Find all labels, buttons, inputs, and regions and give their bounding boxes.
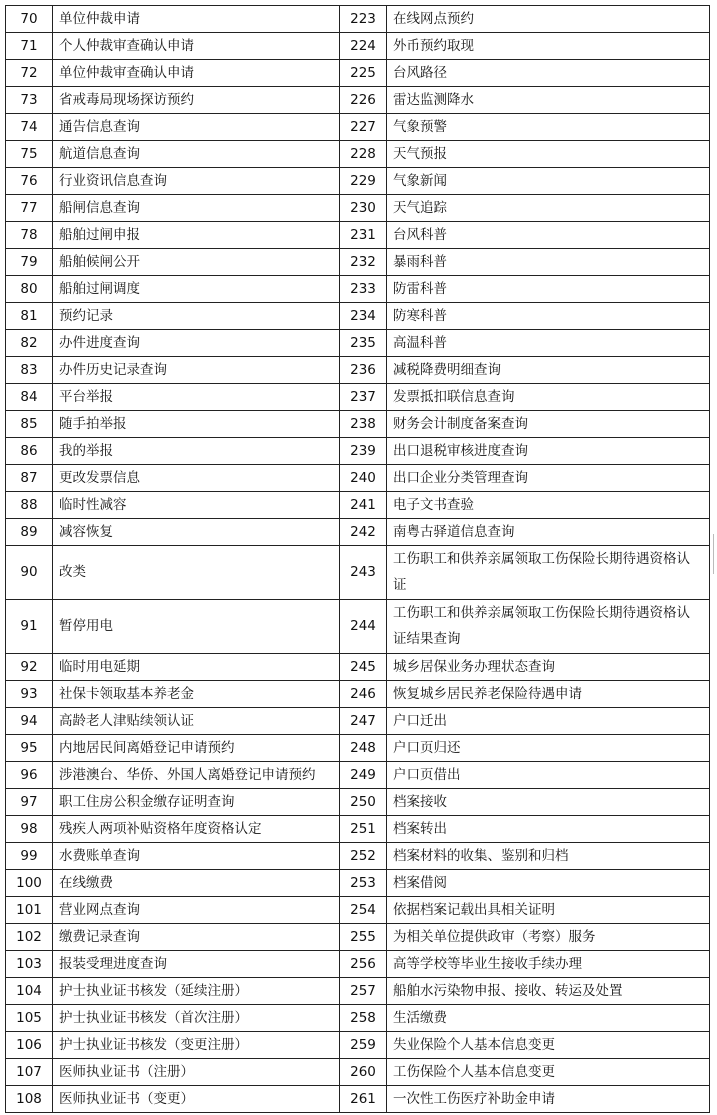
- service-name-left: 船闸信息查询: [53, 195, 340, 222]
- table-row: [6, 519, 710, 546]
- service-name-right: 户口迁出: [387, 707, 710, 734]
- table-row: [6, 222, 710, 249]
- row-number-right: 258: [340, 1004, 387, 1031]
- service-name-left: 办件进度查询: [53, 330, 340, 357]
- table-row: [6, 411, 710, 438]
- service-name-right: 生活缴费: [387, 1004, 710, 1031]
- row-number-right: 234: [340, 303, 387, 330]
- row-number-left: 70: [6, 6, 53, 33]
- service-name-right: 防寒科普: [387, 303, 710, 330]
- row-number-right: 259: [340, 1031, 387, 1058]
- table-row: [6, 60, 710, 87]
- row-number-right: 249: [340, 761, 387, 788]
- service-name-left: 减容恢复: [53, 519, 340, 546]
- service-name-right: 出口企业分类管理查询: [387, 465, 710, 492]
- service-name-right: 出口退税审核进度查询: [387, 438, 710, 465]
- service-name-left: 护士执业证书核发（变更注册）: [53, 1031, 340, 1058]
- service-name-right: 发票抵扣联信息查询: [387, 384, 710, 411]
- row-number-left: 94: [6, 707, 53, 734]
- service-name-right: 暴雨科普: [387, 249, 710, 276]
- row-number-left: 80: [6, 276, 53, 303]
- row-number-right: 253: [340, 869, 387, 896]
- row-number-right: 243: [340, 546, 387, 600]
- service-name-right: 台风科普: [387, 222, 710, 249]
- table-row: [6, 384, 710, 411]
- service-name-left: 职工住房公积金缴存证明查询: [53, 788, 340, 815]
- table-row: [6, 492, 710, 519]
- row-number-left: 100: [6, 869, 53, 896]
- row-number-right: 255: [340, 923, 387, 950]
- row-number-left: 95: [6, 734, 53, 761]
- table-row: [6, 114, 710, 141]
- row-number-right: 252: [340, 842, 387, 869]
- row-number-right: 248: [340, 734, 387, 761]
- service-name-right: 财务会计制度备案查询: [387, 411, 710, 438]
- table-row: [6, 303, 710, 330]
- row-number-right: 257: [340, 977, 387, 1004]
- row-number-left: 88: [6, 492, 53, 519]
- table-row: [6, 168, 710, 195]
- service-name-right: 依据档案记载出具相关证明: [387, 896, 710, 923]
- table-row: [6, 923, 710, 950]
- service-name-left: 平台举报: [53, 384, 340, 411]
- row-number-right: 250: [340, 788, 387, 815]
- service-name-right: 南粤古驿道信息查询: [387, 519, 710, 546]
- service-name-left: 暂停用电: [53, 599, 340, 653]
- service-name-left: 报装受理进度查询: [53, 950, 340, 977]
- row-number-left: 96: [6, 761, 53, 788]
- row-number-right: 237: [340, 384, 387, 411]
- service-name-left: 水费账单查询: [53, 842, 340, 869]
- service-name-right: 减税降费明细查询: [387, 357, 710, 384]
- service-name-right: 雷达监测降水: [387, 87, 710, 114]
- service-name-right: 档案接收: [387, 788, 710, 815]
- table-row: [6, 680, 710, 707]
- row-number-right: 251: [340, 815, 387, 842]
- table-row: [6, 815, 710, 842]
- service-name-right: 工伤保险个人基本信息变更: [387, 1058, 710, 1085]
- service-name-left: 船舶候闸公开: [53, 249, 340, 276]
- service-name-left: 缴费记录查询: [53, 923, 340, 950]
- service-name-right: 户口页归还: [387, 734, 710, 761]
- row-number-left: 78: [6, 222, 53, 249]
- row-number-left: 76: [6, 168, 53, 195]
- row-number-left: 92: [6, 653, 53, 680]
- row-number-left: 82: [6, 330, 53, 357]
- row-number-right: 226: [340, 87, 387, 114]
- service-name-left: 单位仲裁审查确认申请: [53, 60, 340, 87]
- row-number-left: 105: [6, 1004, 53, 1031]
- row-number-right: 256: [340, 950, 387, 977]
- service-name-right: 天气追踪: [387, 195, 710, 222]
- row-number-right: 238: [340, 411, 387, 438]
- row-number-right: 232: [340, 249, 387, 276]
- service-name-left: 更改发票信息: [53, 465, 340, 492]
- service-name-right: 船舶水污染物申报、接收、转运及处置: [387, 977, 710, 1004]
- table-row: [6, 465, 710, 492]
- service-name-right: 户口页借出: [387, 761, 710, 788]
- row-number-right: 236: [340, 357, 387, 384]
- service-name-right: 档案转出: [387, 815, 710, 842]
- service-name-left: 预约记录: [53, 303, 340, 330]
- service-name-right: 外币预约取现: [387, 33, 710, 60]
- table-row: [6, 842, 710, 869]
- row-number-left: 75: [6, 141, 53, 168]
- table-row: [6, 1004, 710, 1031]
- row-number-right: 242: [340, 519, 387, 546]
- row-number-left: 83: [6, 357, 53, 384]
- row-number-left: 72: [6, 60, 53, 87]
- service-name-left: 航道信息查询: [53, 141, 340, 168]
- table-row: [6, 788, 710, 815]
- service-name-left: 医师执业证书（注册）: [53, 1058, 340, 1085]
- service-name-left: 涉港澳台、华侨、外国人离婚登记申请预约: [53, 761, 340, 788]
- row-number-left: 93: [6, 680, 53, 707]
- row-number-left: 107: [6, 1058, 53, 1085]
- row-number-left: 97: [6, 788, 53, 815]
- service-name-left: 单位仲裁申请: [53, 6, 340, 33]
- service-name-right: 气象新闻: [387, 168, 710, 195]
- service-name-left: 高龄老人津贴续领认证: [53, 707, 340, 734]
- row-number-right: 241: [340, 492, 387, 519]
- row-number-right: 254: [340, 896, 387, 923]
- row-number-left: 71: [6, 33, 53, 60]
- page-edge-marker: [713, 534, 717, 574]
- table-row: [6, 330, 710, 357]
- service-name-right: 失业保险个人基本信息变更: [387, 1031, 710, 1058]
- service-name-right: 为相关单位提供政审（考察）服务: [387, 923, 710, 950]
- service-name-left: 随手拍举报: [53, 411, 340, 438]
- service-name-left: 省戒毒局现场探访预约: [53, 87, 340, 114]
- row-number-right: 225: [340, 60, 387, 87]
- service-name-left: 个人仲裁审查确认申请: [53, 33, 340, 60]
- row-number-left: 79: [6, 249, 53, 276]
- row-number-left: 73: [6, 87, 53, 114]
- service-name-left: 船舶过闸申报: [53, 222, 340, 249]
- row-number-left: 99: [6, 842, 53, 869]
- table-row: [6, 977, 710, 1004]
- row-number-left: 104: [6, 977, 53, 1004]
- row-number-left: 87: [6, 465, 53, 492]
- row-number-right: 227: [340, 114, 387, 141]
- row-number-left: 77: [6, 195, 53, 222]
- row-number-right: 235: [340, 330, 387, 357]
- table-row: [6, 761, 710, 788]
- row-number-right: 231: [340, 222, 387, 249]
- service-name-right: 一次性工伤医疗补助金申请: [387, 1085, 710, 1112]
- row-number-left: 98: [6, 815, 53, 842]
- service-name-left: 改类: [53, 546, 340, 600]
- table-row: [6, 276, 710, 303]
- row-number-right: 246: [340, 680, 387, 707]
- service-name-left: 营业网点查询: [53, 896, 340, 923]
- row-number-right: 240: [340, 465, 387, 492]
- table-row: [6, 357, 710, 384]
- table-row: [6, 1058, 710, 1085]
- service-name-right: 气象预警: [387, 114, 710, 141]
- row-number-right: 224: [340, 33, 387, 60]
- table-row: [6, 249, 710, 276]
- service-name-right: 台风路径: [387, 60, 710, 87]
- service-name-right: 档案材料的收集、鉴别和归档: [387, 842, 710, 869]
- row-number-left: 74: [6, 114, 53, 141]
- table-row: [6, 734, 710, 761]
- row-number-right: 230: [340, 195, 387, 222]
- table-row: [6, 653, 710, 680]
- row-number-left: 81: [6, 303, 53, 330]
- row-number-right: 229: [340, 168, 387, 195]
- service-name-left: 残疾人两项补贴资格年度资格认定: [53, 815, 340, 842]
- service-name-left: 社保卡领取基本养老金: [53, 680, 340, 707]
- table-row: [6, 950, 710, 977]
- table-row: [6, 438, 710, 465]
- row-number-right: 223: [340, 6, 387, 33]
- table-row: [6, 1085, 710, 1112]
- service-name-right: 恢复城乡居民养老保险待遇申请: [387, 680, 710, 707]
- service-name-left: 护士执业证书核发（首次注册）: [53, 1004, 340, 1031]
- service-name-right: 电子文书查验: [387, 492, 710, 519]
- table-row: [6, 546, 710, 600]
- table-row: [6, 195, 710, 222]
- service-name-right: 工伤职工和供养亲属领取工伤保险长期待遇资格认证结果查询: [387, 599, 710, 653]
- service-name-left: 我的举报: [53, 438, 340, 465]
- table-row: [6, 141, 710, 168]
- service-name-right: 高温科普: [387, 330, 710, 357]
- row-number-right: 261: [340, 1085, 387, 1112]
- service-name-right: 城乡居保业务办理状态查询: [387, 653, 710, 680]
- service-name-left: 船舶过闸调度: [53, 276, 340, 303]
- row-number-left: 86: [6, 438, 53, 465]
- table-row: [6, 869, 710, 896]
- service-name-right: 在线网点预约: [387, 6, 710, 33]
- service-name-left: 办件历史记录查询: [53, 357, 340, 384]
- row-number-right: 245: [340, 653, 387, 680]
- service-name-left: 临时性减容: [53, 492, 340, 519]
- row-number-right: 247: [340, 707, 387, 734]
- service-name-left: 内地居民间离婚登记申请预约: [53, 734, 340, 761]
- service-name-left: 在线缴费: [53, 869, 340, 896]
- row-number-right: 239: [340, 438, 387, 465]
- row-number-left: 108: [6, 1085, 53, 1112]
- row-number-left: 85: [6, 411, 53, 438]
- row-number-right: 260: [340, 1058, 387, 1085]
- row-number-right: 244: [340, 599, 387, 653]
- table-row: [6, 6, 710, 33]
- service-name-left: 医师执业证书（变更）: [53, 1085, 340, 1112]
- row-number-left: 90: [6, 546, 53, 600]
- row-number-left: 84: [6, 384, 53, 411]
- table-row: [6, 707, 710, 734]
- service-name-left: 护士执业证书核发（延续注册）: [53, 977, 340, 1004]
- service-name-right: 天气预报: [387, 141, 710, 168]
- service-name-right: 防雷科普: [387, 276, 710, 303]
- table-row: [6, 33, 710, 60]
- table-row: [6, 87, 710, 114]
- table-row: [6, 599, 710, 653]
- table-row: [6, 1031, 710, 1058]
- row-number-left: 103: [6, 950, 53, 977]
- row-number-right: 228: [340, 141, 387, 168]
- row-number-right: 233: [340, 276, 387, 303]
- table-body: [6, 6, 710, 1113]
- service-list-table: [5, 5, 710, 1113]
- service-name-right: 工伤职工和供养亲属领取工伤保险长期待遇资格认证: [387, 546, 710, 600]
- row-number-left: 102: [6, 923, 53, 950]
- row-number-left: 106: [6, 1031, 53, 1058]
- service-name-right: 档案借阅: [387, 869, 710, 896]
- row-number-left: 91: [6, 599, 53, 653]
- service-name-right: 高等学校等毕业生接收手续办理: [387, 950, 710, 977]
- service-name-left: 通告信息查询: [53, 114, 340, 141]
- service-name-left: 行业资讯信息查询: [53, 168, 340, 195]
- row-number-left: 101: [6, 896, 53, 923]
- row-number-left: 89: [6, 519, 53, 546]
- table-row: [6, 896, 710, 923]
- service-name-left: 临时用电延期: [53, 653, 340, 680]
